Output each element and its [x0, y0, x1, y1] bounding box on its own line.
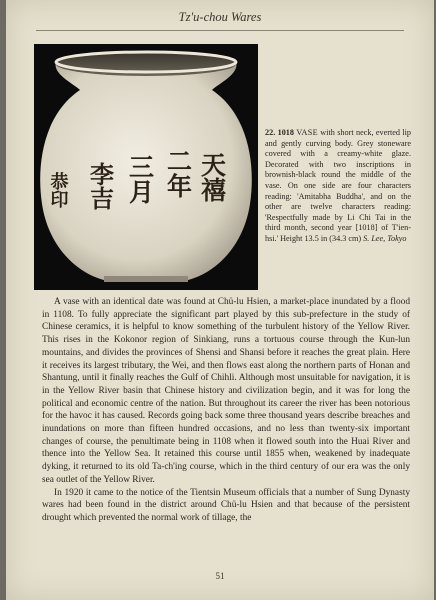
inscription-col-3: 三月	[125, 154, 155, 204]
caption-text: with short neck, everted lip and gently curving body. Grey stoneware covered with a creamy-white glaze. Decorated with two inscriptions in brownish-black round the middle of the vase. On one side are four characters reading: 'Amitabha Buddha', and on the other are twelve characters reading: 'Respectfully made by Li Chi Tai in the third month, second year [1018] of T'ien-hsi.' Height 13.5 in (34.3 cm)	[265, 128, 412, 243]
inscription-col-5: 恭印	[47, 172, 69, 208]
inscription-col-4: 李吉	[85, 162, 115, 210]
paragraph-1: A vase with an identical date was found at Chü-lu Hsien, a market-place inundated by a flood in 1108. To fully appreciate the significant part played by this sub-prefecture in the study of Chinese ceramics, it is helpful to know something of the turbulent history of the Yellow River. This rises in the Kokonor region of Sinkiang, runs a tortuous course through the Kun-lun mountains, and divides the provinces of Shensi and Shansi before it reaches the great plain. Here it receives its largest tributary, the Wei, and then flows east along the northern parts of Honan and Shantung, until it finally reaches the Gulf of Chihli. Although most unsuitable for navigation, it is in the Yellow River basin that Chinese history and civilization begin, and it was for long the political and economic centre of the nation. But throughout its career the river has been notorious for the havoc it has caused. Records going back some three thousand years describe breaches and inundations on more than fifteen hundred occasions, and no less than twenty-six important changes of course, the penultimate being in 1108 when it flowed south into the Huai River and thence into the Yellow Sea. It retained this course until 1855 when, weakened by inadequate dyking, it returned to its old Ta-ch'ing course, which in the third century of our era was the only sea outlet of the Yellow River.	[42, 297, 410, 485]
page-number: 51	[215, 571, 225, 581]
caption-number: 22. 1018	[265, 128, 294, 137]
caption-lead: VASE	[296, 128, 318, 137]
inscription-col-1: 天禧	[197, 152, 227, 202]
running-head: Tz'u-chou Wares	[178, 10, 262, 24]
book-page	[6, 0, 434, 600]
paragraph-2: In 1920 it came to the notice of the Tientsin Museum officials that a number of Sung Dynasty wares had been found in the district around Chü-lu Hsien and that because of the persistent drought which prevented the normal work of tillage, the	[42, 487, 410, 523]
body-text	[42, 296, 410, 525]
header-rule	[36, 30, 404, 31]
vase-illustration	[34, 44, 258, 290]
vase-photograph	[34, 44, 258, 290]
caption-credit: S. Lee, Tokyo	[363, 233, 407, 243]
figure-caption	[265, 128, 411, 245]
inscription-col-2: 二年	[163, 148, 193, 198]
